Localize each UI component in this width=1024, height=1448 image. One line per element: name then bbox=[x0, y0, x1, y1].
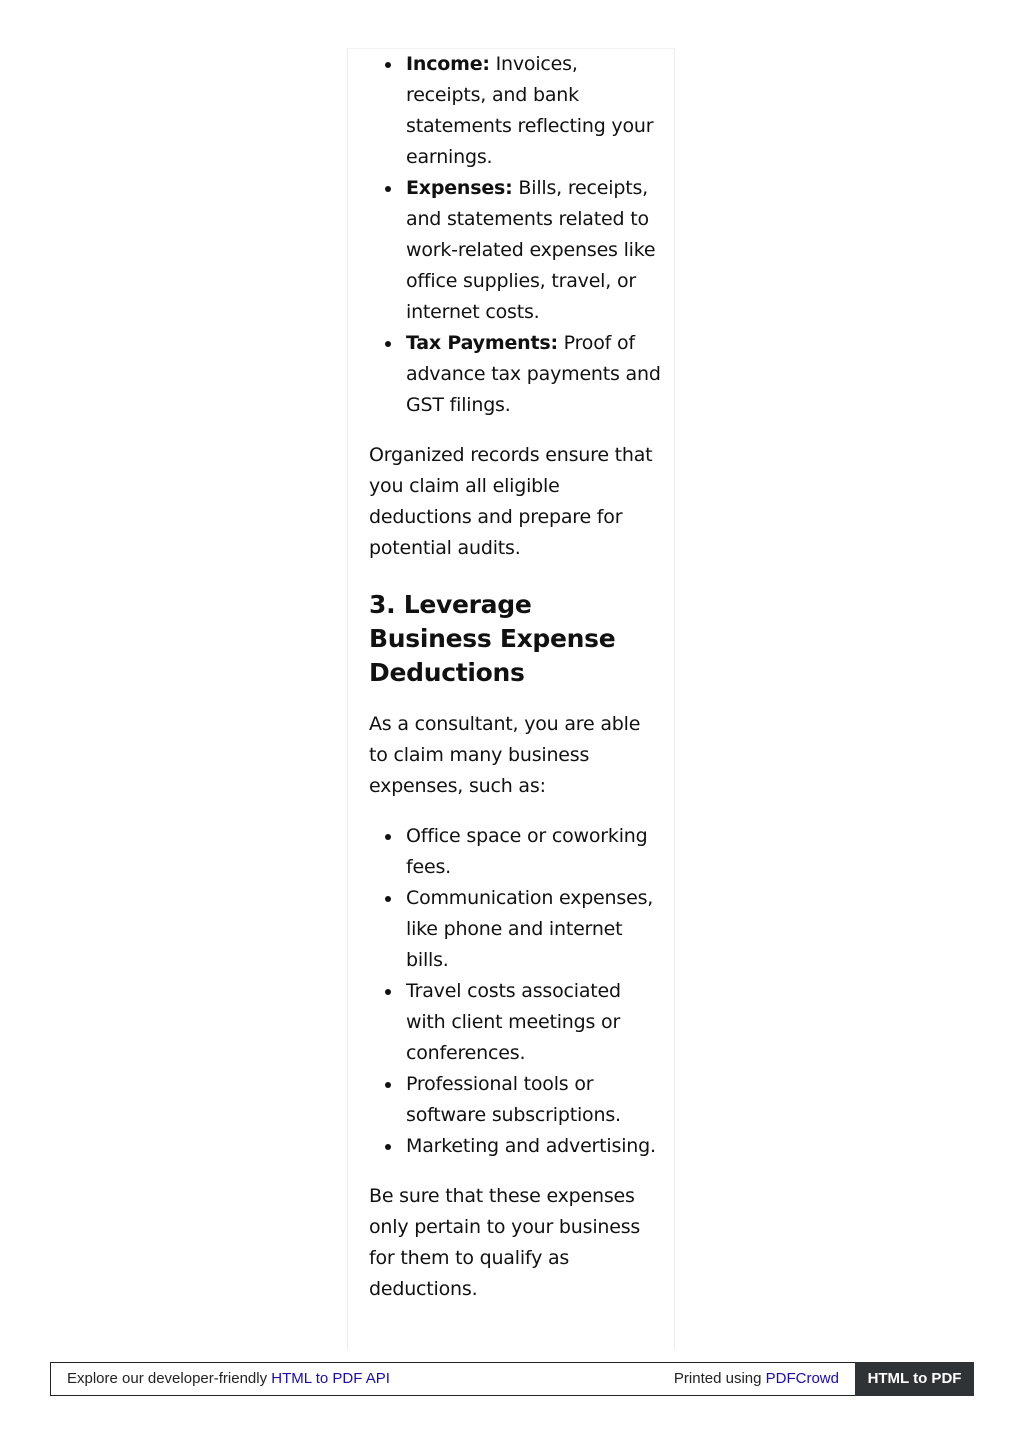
expense-list bbox=[369, 821, 661, 1162]
list-item: Marketing and advertising. bbox=[406, 1131, 661, 1162]
expenses-label: Expenses: bbox=[406, 177, 513, 199]
list-item: Communication expenses, like phone and internet bills. bbox=[406, 883, 661, 976]
footer-printed bbox=[674, 1370, 839, 1387]
html-to-pdf-badge[interactable]: HTML to PDF bbox=[855, 1362, 974, 1396]
list-item-tax-payments bbox=[406, 328, 661, 421]
pdfcrowd-footer bbox=[50, 1362, 974, 1396]
list-item-expenses bbox=[406, 173, 661, 328]
article-content bbox=[369, 49, 661, 1305]
paragraph-records: Organized records ensure that you claim all eligible deductions and prepare for potential audits. bbox=[369, 444, 653, 559]
list-item: Travel costs associated with client meetings or conferences. bbox=[406, 976, 661, 1069]
footer-printed-text: Printed using bbox=[673, 1370, 766, 1387]
income-label: Income: bbox=[406, 53, 490, 75]
footer-explore bbox=[67, 1370, 390, 1387]
footer-explore-text: Explore our developer-friendly bbox=[67, 1370, 272, 1387]
paragraph-consultant: As a consultant, you are able to claim many business expenses, such as: bbox=[369, 713, 641, 797]
paragraph-business: Be sure that these expenses only pertain to your business for them to qualify as deductions. bbox=[369, 1185, 641, 1300]
tax-payments-text: Proof of advance tax payments and GST filings. bbox=[406, 332, 661, 416]
list-item-income bbox=[406, 49, 661, 173]
tax-payments-label: Tax Payments: bbox=[406, 332, 558, 354]
article-column bbox=[347, 48, 675, 1350]
income-text: Invoices, receipts, and bank statements reflecting your earnings. bbox=[406, 53, 654, 168]
expenses-text: Bills, receipts, and statements related to work-related expenses like office supplies, travel, or internet costs. bbox=[406, 177, 656, 323]
list-item: Professional tools or software subscriptions. bbox=[406, 1069, 661, 1131]
records-list bbox=[369, 49, 661, 421]
html-to-pdf-api-link[interactable]: HTML to PDF API bbox=[271, 1370, 390, 1387]
list-item: Office space or coworking fees. bbox=[406, 821, 661, 883]
pdfcrowd-link[interactable]: PDFCrowd bbox=[765, 1370, 839, 1387]
section-heading: 3. Leverage Business Expense Deductions bbox=[369, 590, 616, 687]
